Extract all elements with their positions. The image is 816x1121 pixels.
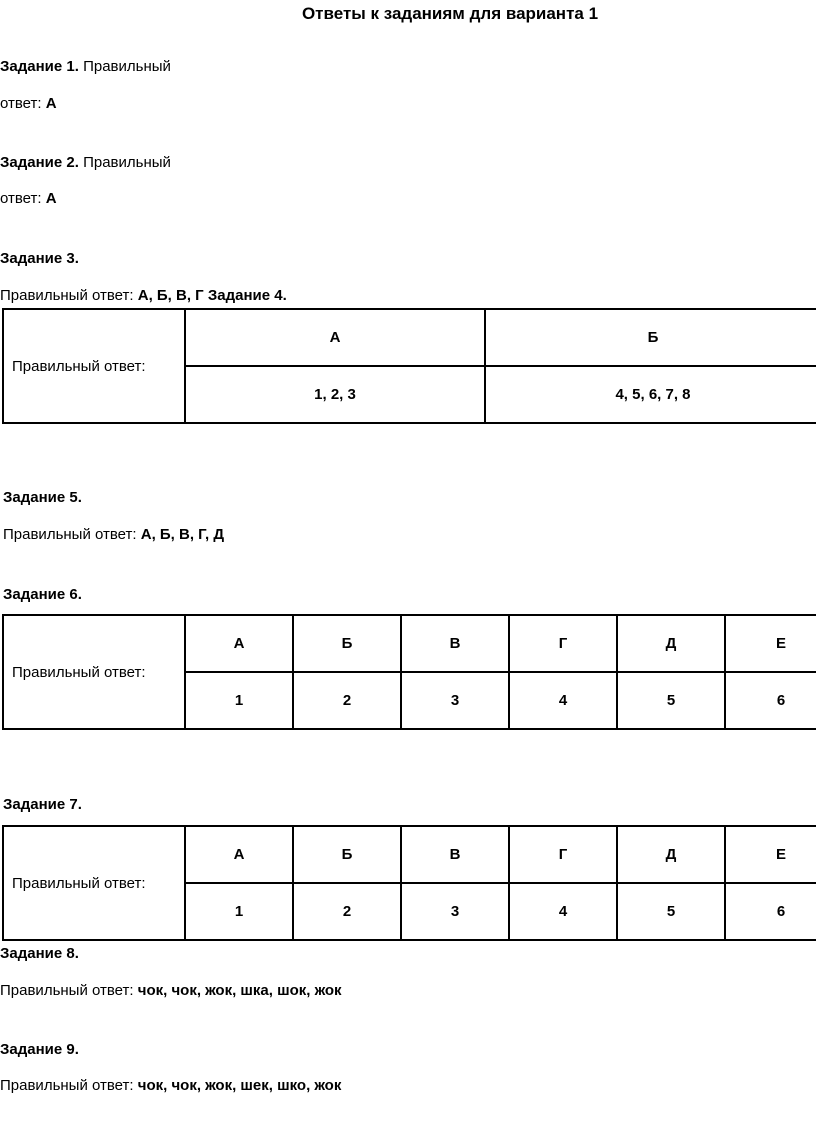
task-9-answer: чок, чок, жок, шек, шко, жок	[137, 1077, 342, 1094]
task-6-value-cell: 4	[509, 672, 617, 729]
task-4-table	[2, 308, 816, 424]
task-7-header-cell: Д	[617, 826, 725, 883]
task-7-header-cell: А	[185, 826, 293, 883]
task-6-label: Задание 6.	[3, 586, 82, 603]
task-7-header-cell: Г	[509, 826, 617, 883]
task-7-row-label: Правильный ответ:	[3, 826, 185, 940]
task-9-answer-line	[0, 1077, 341, 1095]
task-1-answer: А	[45, 95, 57, 112]
task-1-text: Правильный	[83, 58, 171, 75]
task-3-answer: А, Б, В, Г	[137, 287, 204, 304]
task-2-answer-line	[0, 190, 57, 208]
task-6-row-label: Правильный ответ:	[3, 615, 185, 729]
task-6-header-cell: А	[185, 615, 293, 672]
task-3-answer-prefix: Правильный ответ:	[0, 287, 134, 304]
task-4-header-cell: Б	[485, 309, 816, 366]
task-7-value-cell: 5	[617, 883, 725, 940]
task-7-value-cell: 3	[401, 883, 509, 940]
task-6-value-cell: 6	[725, 672, 816, 729]
task-2-answer-prefix: ответ:	[0, 190, 42, 207]
task-6-value-cell: 3	[401, 672, 509, 729]
task-6-header-cell: Б	[293, 615, 401, 672]
task-5-label: Задание 5.	[3, 489, 82, 506]
task-4-row-label: Правильный ответ:	[3, 309, 185, 423]
task-8-label: Задание 8.	[0, 945, 79, 962]
task-8-answer-prefix: Правильный ответ:	[0, 982, 134, 999]
task-4-value-cell: 1, 2, 3	[185, 366, 485, 423]
task-6-value-cell: 2	[293, 672, 401, 729]
task-2-text: Правильный	[83, 154, 171, 171]
task-6-header-cell: В	[401, 615, 509, 672]
task-7-label: Задание 7.	[3, 796, 82, 813]
task-7-header-cell: Б	[293, 826, 401, 883]
task-1-label: Задание 1.	[0, 58, 79, 75]
task-1-answer-line	[0, 95, 57, 113]
task-1-heading	[0, 58, 171, 76]
task-1-answer-prefix: ответ:	[0, 95, 42, 112]
task-2-label: Задание 2.	[0, 154, 79, 171]
task-9-answer-prefix: Правильный ответ:	[0, 1077, 134, 1094]
task-6-table	[2, 614, 816, 730]
task-4-header-cell: А	[185, 309, 485, 366]
page-title: Ответы к заданиям для варианта 1	[301, 4, 599, 23]
task-7-value-cell: 6	[725, 883, 816, 940]
task-8-answer-line	[0, 982, 342, 1000]
task-7-value-cell: 1	[185, 883, 293, 940]
task-6-header-cell: Д	[617, 615, 725, 672]
task-2-heading	[0, 154, 171, 172]
task-2-answer: А	[45, 190, 57, 207]
task-7-table	[2, 825, 816, 941]
task-3-label: Задание 3.	[0, 250, 79, 267]
task-9-label: Задание 9.	[0, 1041, 79, 1058]
task-6-header-cell: Г	[509, 615, 617, 672]
task-3-answer-line	[0, 287, 287, 305]
task-5-answer-line	[3, 526, 224, 544]
task-4-value-cell: 4, 5, 6, 7, 8	[485, 366, 816, 423]
task-4-label: Задание 4.	[207, 287, 287, 304]
task-5-answer: А, Б, В, Г, Д	[140, 526, 225, 543]
task-5-answer-prefix: Правильный ответ:	[3, 526, 137, 543]
task-7-header-cell: В	[401, 826, 509, 883]
task-6-value-cell: 5	[617, 672, 725, 729]
task-8-answer: чок, чок, жок, шка, шок, жок	[137, 982, 342, 999]
task-7-header-cell: Е	[725, 826, 816, 883]
task-6-header-cell: Е	[725, 615, 816, 672]
task-6-value-cell: 1	[185, 672, 293, 729]
task-7-value-cell: 2	[293, 883, 401, 940]
task-7-value-cell: 4	[509, 883, 617, 940]
